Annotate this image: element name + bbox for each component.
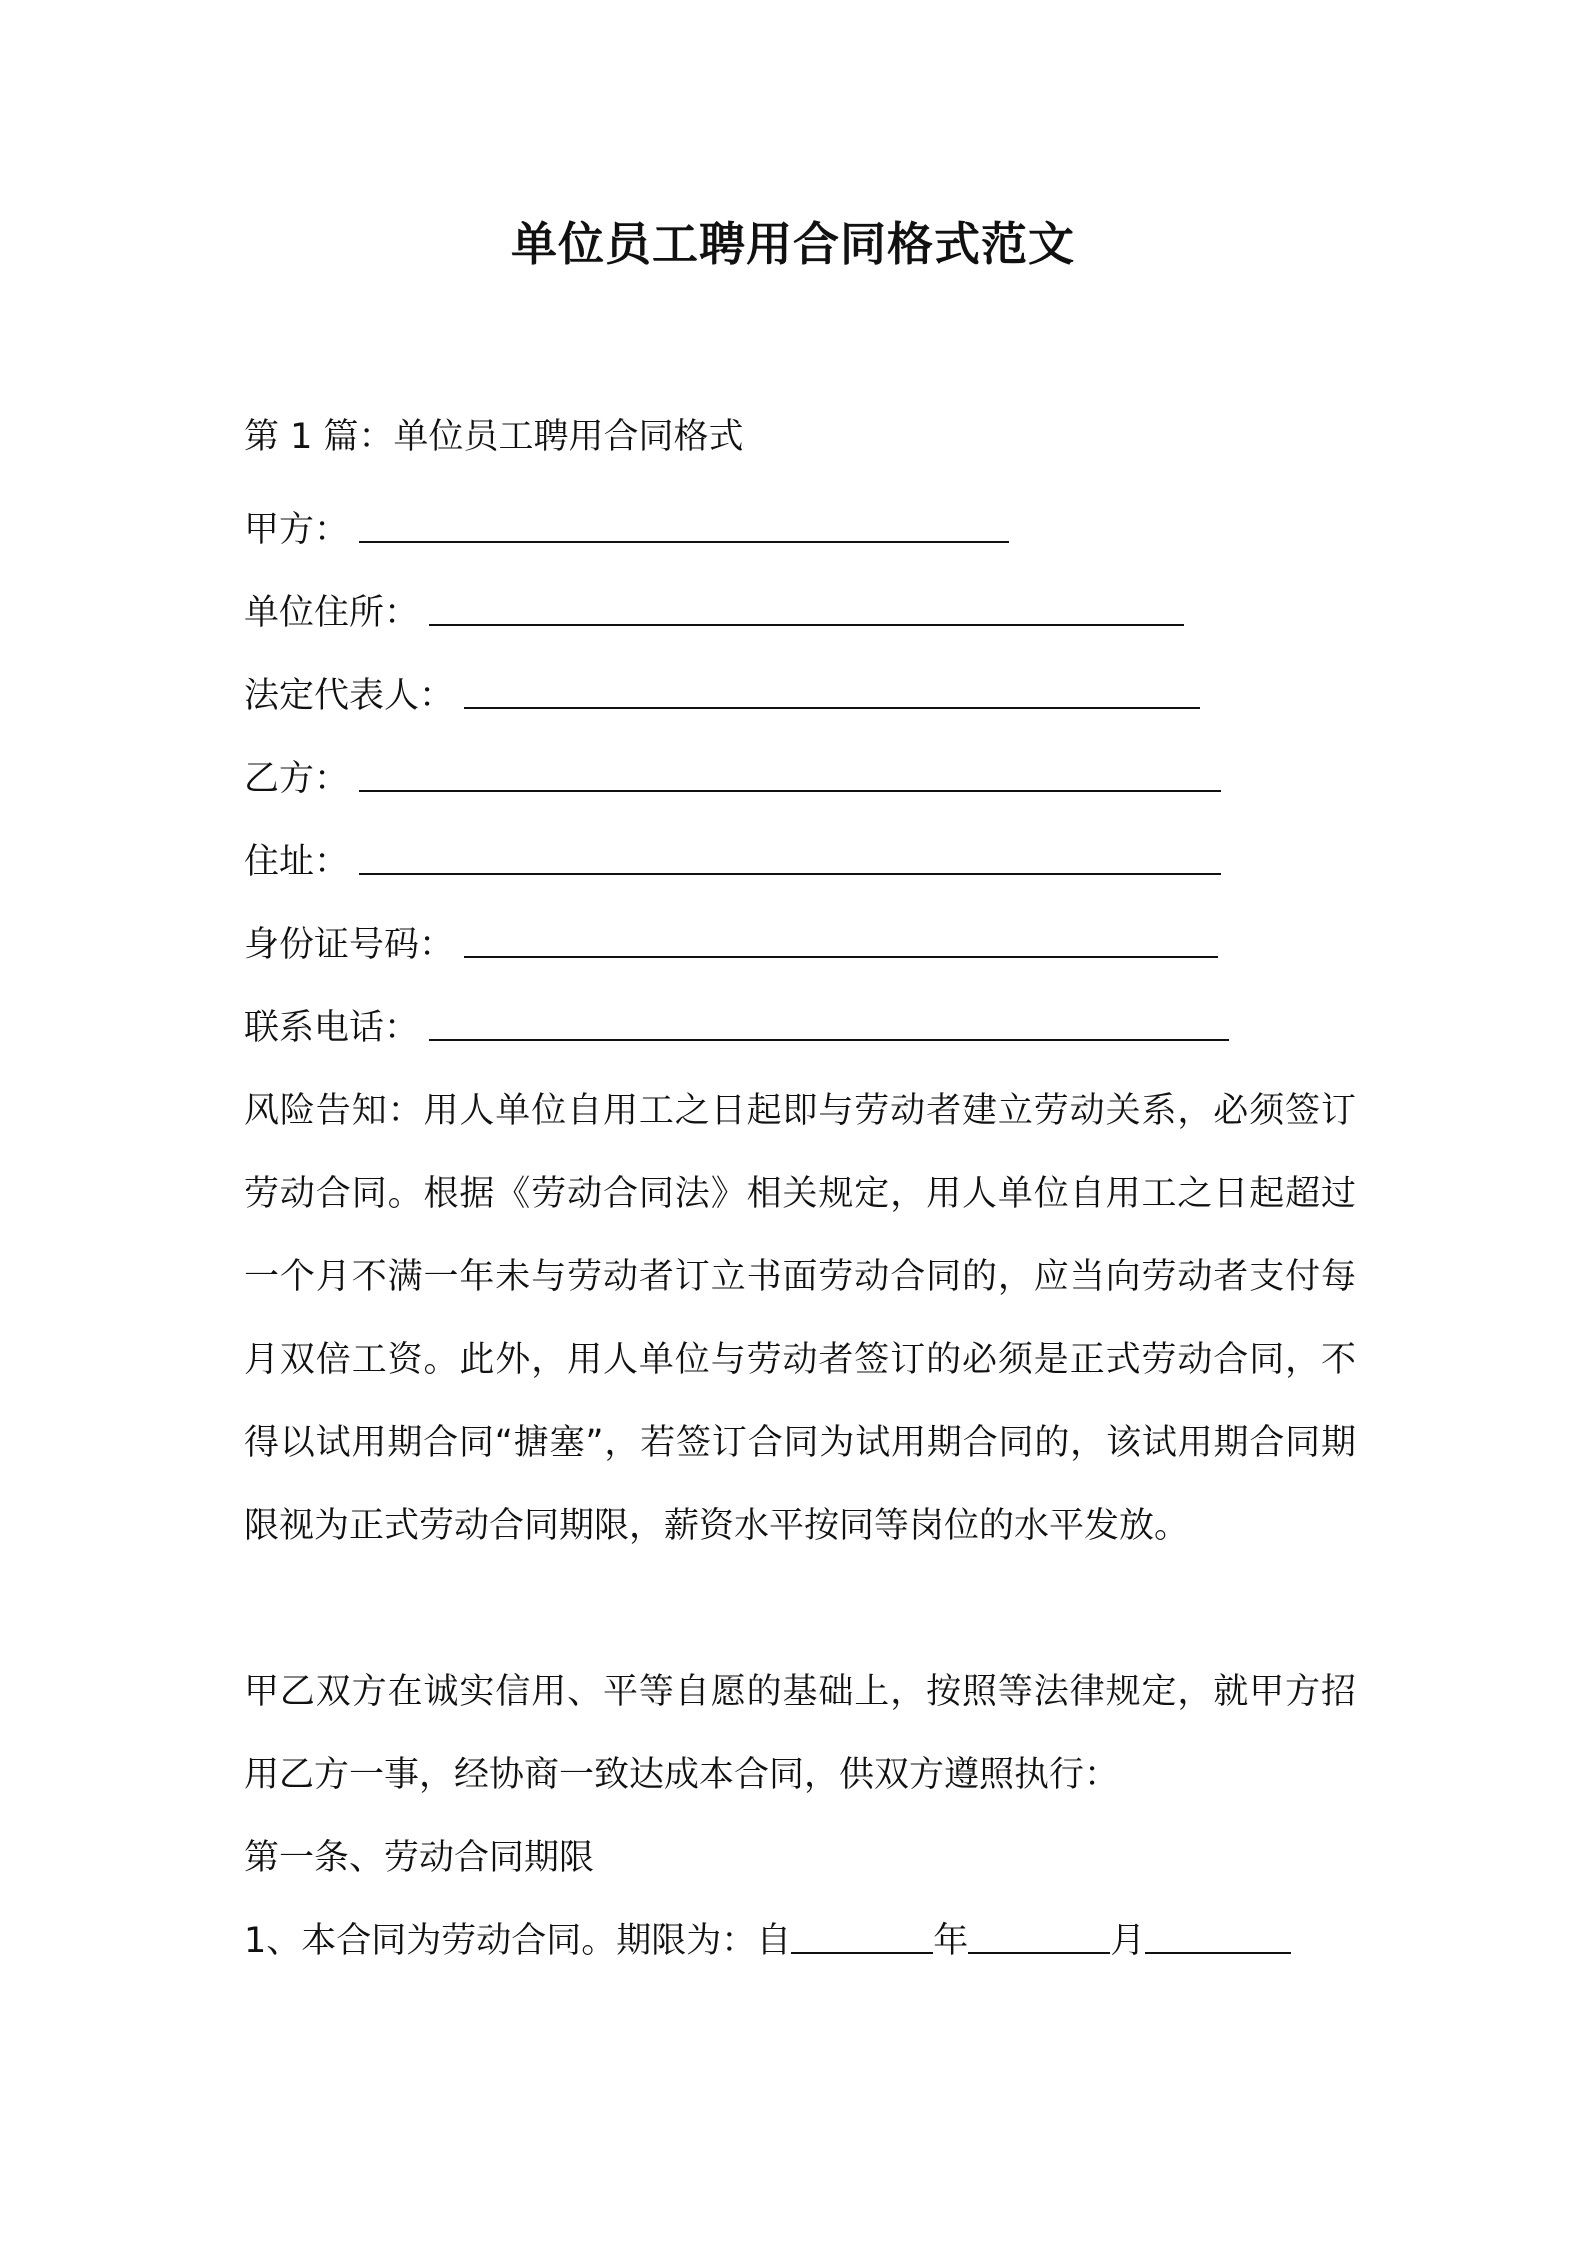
field-label: 联系电话： (244, 1008, 420, 1048)
field-id-number (244, 920, 1218, 970)
field-label: 法定代表人： (244, 676, 455, 716)
intro-paragraph: 甲乙双方在诚实信用、平等自愿的基础上，按照等法律规定，就甲方招用乙方一事，经协商一致达成本合同，供双方遵照执行： (244, 1672, 1356, 1795)
clause-one (244, 1916, 1291, 1966)
fill-blank (429, 1009, 1229, 1041)
fill-blank (359, 843, 1221, 875)
fill-blank-year (791, 1922, 933, 1954)
fill-blank-month (968, 1922, 1110, 1954)
fill-blank (359, 511, 1009, 543)
field-label: 乙方： (244, 759, 350, 799)
field-label: 身份证号码： (244, 925, 455, 965)
field-label: 单位住所： (244, 593, 420, 633)
document-title: 单位员工聘用合同格式范文 (511, 217, 1075, 271)
fill-blank (429, 594, 1184, 626)
field-phone (244, 1003, 1229, 1053)
clause-one-month: 月 (1110, 1921, 1146, 1961)
field-address (244, 837, 1221, 887)
risk-notice-paragraph: 风险告知：用人单位自用工之日起即与劳动者建立劳动关系，必须签订劳动合同。根据《劳动合同法》相关规定，用人单位自用工之日起超过一个月不满一年未与劳动者订立书面劳动合同的，应当向劳动者支付每月双倍工资。此外，用人单位与劳动者签订的必须是正式劳动合同，不得以试用期合同“搪塞”，若签订合同为试用期合同的，该试用期合同期限视为正式劳动合同期限，薪资水平按同等岗位的水平发放。 (244, 1091, 1356, 1546)
fill-blank (359, 760, 1221, 792)
fill-blank (464, 926, 1218, 958)
clause-one-text: 1、本合同为劳动合同。期限为：自 (244, 1921, 792, 1961)
fill-blank-day (1145, 1922, 1291, 1954)
clause-one-year: 年 (933, 1921, 969, 1961)
field-legal-representative (244, 671, 1200, 721)
field-party-b (244, 754, 1221, 804)
field-company-address (244, 588, 1184, 638)
article-one-heading: 第一条、劳动合同期限 (244, 1838, 595, 1878)
fill-blank (464, 677, 1200, 709)
field-label: 甲方： (244, 510, 350, 550)
field-party-a (244, 505, 1009, 555)
section-heading: 第 1 篇：单位员工聘用合同格式 (244, 417, 744, 457)
field-label: 住址： (244, 842, 350, 882)
